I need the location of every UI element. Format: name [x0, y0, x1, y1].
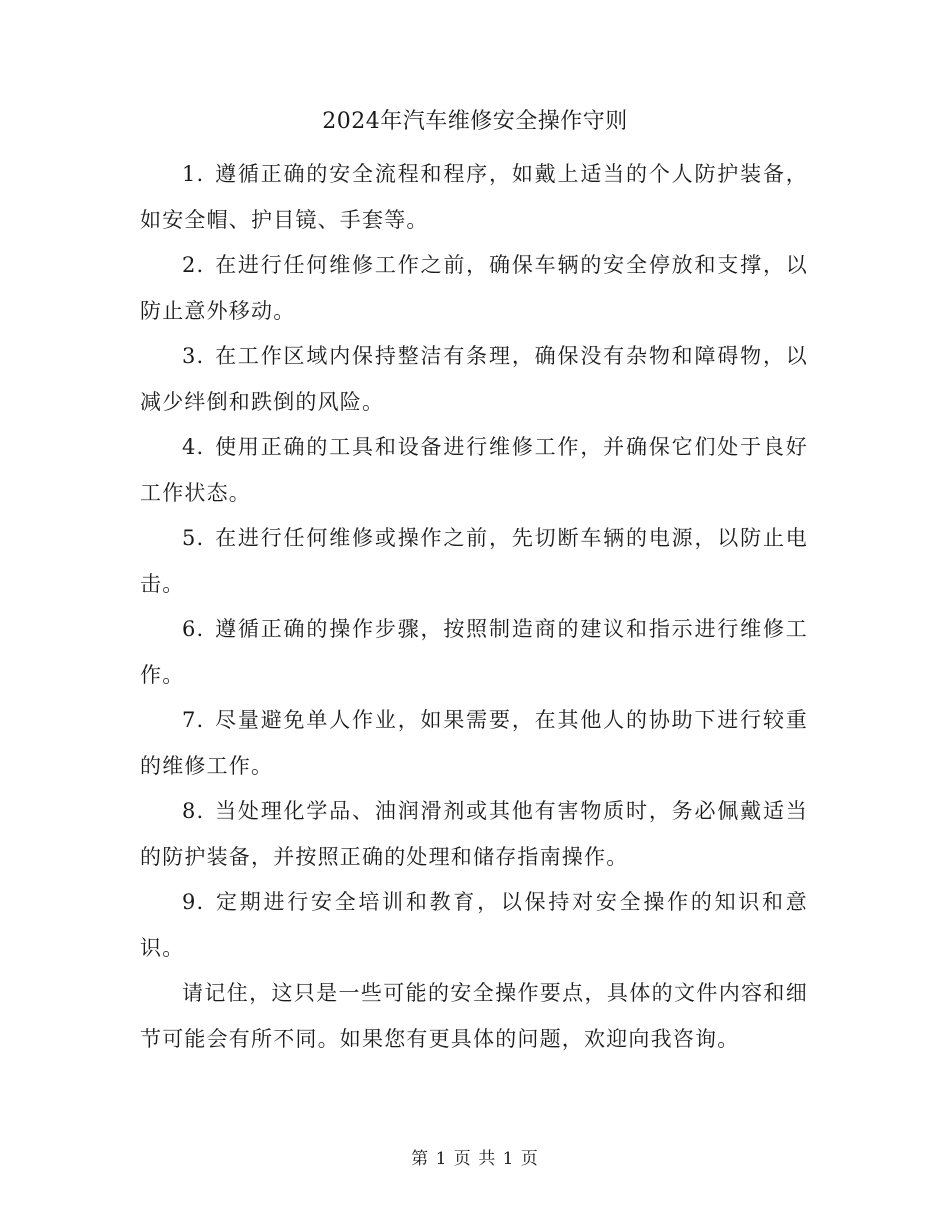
- rule-text: 在进行任何维修或操作之前，先切断车辆的电源，以防止电击。: [140, 526, 808, 596]
- rule-number: 3.: [182, 344, 205, 368]
- rule-item: [140, 152, 808, 243]
- rule-item: [140, 516, 808, 607]
- rule-number: 6.: [182, 617, 205, 641]
- rule-item: [140, 425, 808, 516]
- rule-text: 在工作区域内保持整洁有条理，确保没有杂物和障碍物，以减少绊倒和跌倒的风险。: [140, 344, 808, 414]
- rule-number: 2.: [182, 253, 205, 277]
- rule-text: 遵循正确的安全流程和程序，如戴上适当的个人防护装备，如安全帽、护目镜、手套等。: [140, 162, 808, 232]
- rule-number: 1.: [182, 162, 205, 186]
- document-body: [140, 152, 808, 1062]
- rule-item: [140, 789, 808, 880]
- rule-item: [140, 607, 808, 698]
- document-title: 2024年汽车维修安全操作守则: [322, 109, 628, 134]
- rule-text: 在进行任何维修工作之前，确保车辆的安全停放和支撑，以防止意外移动。: [140, 253, 808, 323]
- rule-number: 8.: [182, 799, 205, 823]
- rule-item: [140, 698, 808, 789]
- rule-text: 当处理化学品、油润滑剂或其他有害物质时，务必佩戴适当的防护装备，并按照正确的处理和储存指南操作。: [140, 799, 808, 869]
- rule-text: 尽量避免单人作业，如果需要，在其他人的协助下进行较重的维修工作。: [140, 708, 808, 778]
- rule-text: 使用正确的工具和设备进行维修工作，并确保它们处于良好工作状态。: [140, 435, 808, 505]
- rule-item: [140, 243, 808, 334]
- page-footer: 第 1 页 共 1 页: [411, 1149, 539, 1169]
- rule-item: [140, 334, 808, 425]
- rule-number: 5.: [182, 526, 205, 550]
- closing-paragraph: 请记住，这只是一些可能的安全操作要点，具体的文件内容和细节可能会有所不同。如果您有更具体的问题，欢迎向我咨询。: [140, 981, 808, 1051]
- rule-number: 9.: [182, 890, 205, 914]
- rule-number: 7.: [182, 708, 205, 732]
- rule-number: 4.: [182, 435, 205, 459]
- rule-text: 定期进行安全培训和教育，以保持对安全操作的知识和意识。: [140, 890, 808, 960]
- rule-item: [140, 880, 808, 971]
- rule-text: 遵循正确的操作步骤，按照制造商的建议和指示进行维修工作。: [140, 617, 808, 687]
